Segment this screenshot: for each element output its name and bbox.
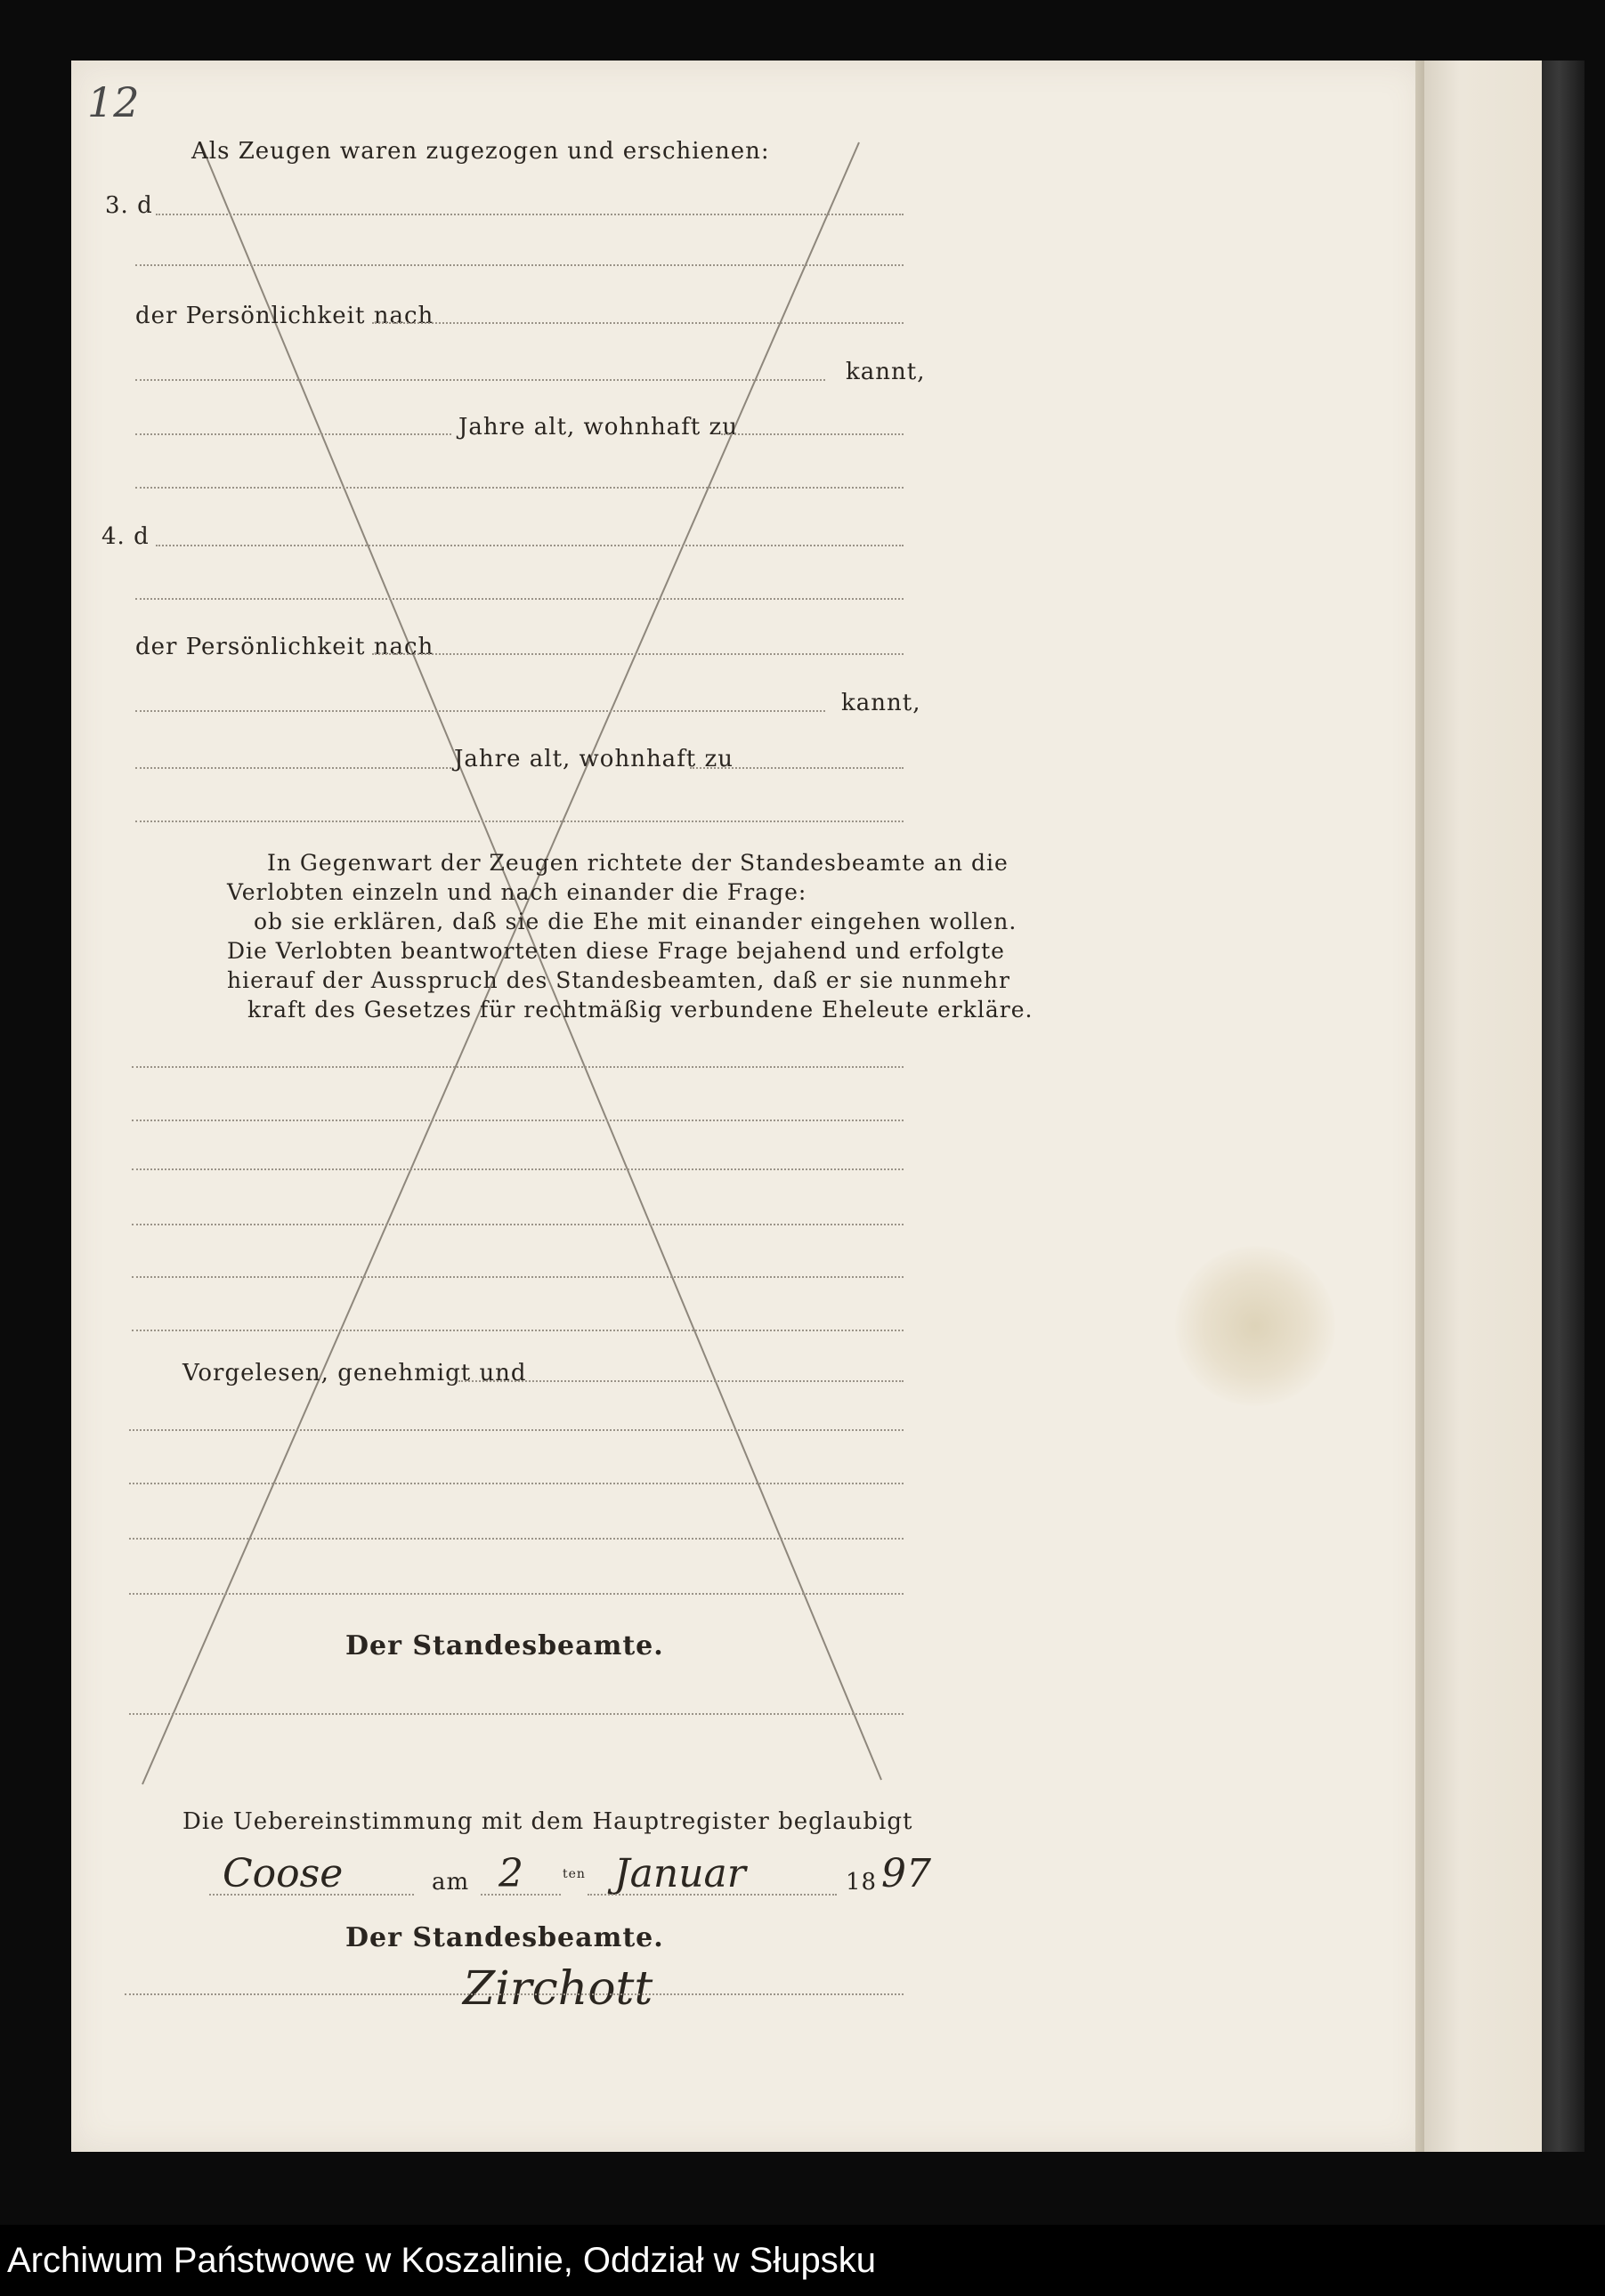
day-line <box>481 1894 561 1896</box>
witness-4-residence-line <box>690 767 904 769</box>
registrar-signature-line <box>129 1713 904 1715</box>
remarks-line-6 <box>132 1330 904 1331</box>
registrar-signature: Zirchott <box>463 1962 653 2016</box>
witness-4-age-line <box>135 767 451 769</box>
registrar-title: Der Standesbeamte. <box>345 1630 664 1661</box>
question-line-1: In Gegenwart der Zeugen richtete der Standesbeamte an die <box>267 850 1009 876</box>
witness-4-number: 4. d <box>101 523 150 550</box>
witness-3-line-2 <box>135 264 904 266</box>
witness-4-line-2 <box>135 598 904 600</box>
certification-line: Die Uebereinstimmung mit dem Hauptregister beglaubigt <box>182 1808 913 1835</box>
registrar-signature-line-2 <box>125 1993 904 1995</box>
witness-3-personal-label: der Persönlichkeit nach <box>135 303 434 329</box>
signature-line-1 <box>129 1429 904 1431</box>
witness-3-name-line <box>156 214 904 215</box>
witness-4-personal-label: der Persönlichkeit nach <box>135 634 434 660</box>
year-handwritten: 97 <box>881 1851 931 1896</box>
question-line-5: hierauf der Ausspruch des Standesbeamten, daß er sie nunmehr <box>227 967 1010 993</box>
witness-intro: Als Zeugen waren zugezogen und erschienen: <box>191 138 770 165</box>
signature-line-4 <box>129 1593 904 1595</box>
month-line <box>588 1894 837 1896</box>
question-line-4: Die Verlobten beantworteten diese Frage bejahend und erfolgte <box>227 938 1005 964</box>
archive-caption: Archiwum Państwowe w Koszalinie, Oddział w Słupsku <box>7 2241 876 2280</box>
page-number: 12 <box>87 78 140 126</box>
day-handwritten: 2 <box>499 1851 523 1896</box>
remarks-line-4 <box>132 1224 904 1225</box>
witness-3-residence-line <box>721 433 904 435</box>
witness-3-age-line <box>135 433 451 435</box>
witness-3-number: 3. d <box>105 192 153 219</box>
witness-3-known-line <box>135 379 825 381</box>
place-handwritten: Coose <box>223 1851 344 1896</box>
read-approved-line <box>458 1380 904 1382</box>
witness-4-line-6 <box>135 821 904 822</box>
witness-3-personal-line <box>372 322 904 324</box>
remarks-line-5 <box>132 1276 904 1278</box>
year-printed: 18 <box>846 1869 878 1896</box>
remarks-line-1 <box>132 1066 904 1068</box>
signature-line-3 <box>129 1538 904 1540</box>
signature-line-2 <box>129 1483 904 1484</box>
place-line <box>209 1894 414 1896</box>
witness-4-name-line <box>156 545 904 546</box>
question-line-3: ob sie erklären, daß sie die Ehe mit einander eingehen wollen. <box>254 909 1017 934</box>
witness-3-line-6 <box>135 487 904 489</box>
witness-3-kannt-label: kannt, <box>846 359 926 385</box>
question-line-6: kraft des Gesetzes für rechtmäßig verbundene Eheleute erkläre. <box>247 997 1034 1023</box>
witness-3-age-residence-label: Jahre alt, wohnhaft zu <box>458 414 738 441</box>
witness-4-personal-line <box>372 653 904 655</box>
witness-4-kannt-label: kannt, <box>841 690 921 716</box>
read-approved-label: Vorgelesen, genehmigt und <box>182 1360 527 1386</box>
witness-4-age-residence-label: Jahre alt, wohnhaft zu <box>454 746 734 772</box>
witness-4-known-line <box>135 710 825 712</box>
remarks-line-2 <box>132 1120 904 1121</box>
archive-stamp <box>1175 1246 1335 1406</box>
month-handwritten: Januar <box>614 1851 746 1896</box>
ten-suffix: ten <box>563 1867 586 1881</box>
remarks-line-3 <box>132 1168 904 1170</box>
question-line-2: Verlobten einzeln und nach einander die Frage: <box>227 879 807 905</box>
am-label: am <box>432 1869 470 1896</box>
registrar-title-2: Der Standesbeamte. <box>345 1922 664 1953</box>
